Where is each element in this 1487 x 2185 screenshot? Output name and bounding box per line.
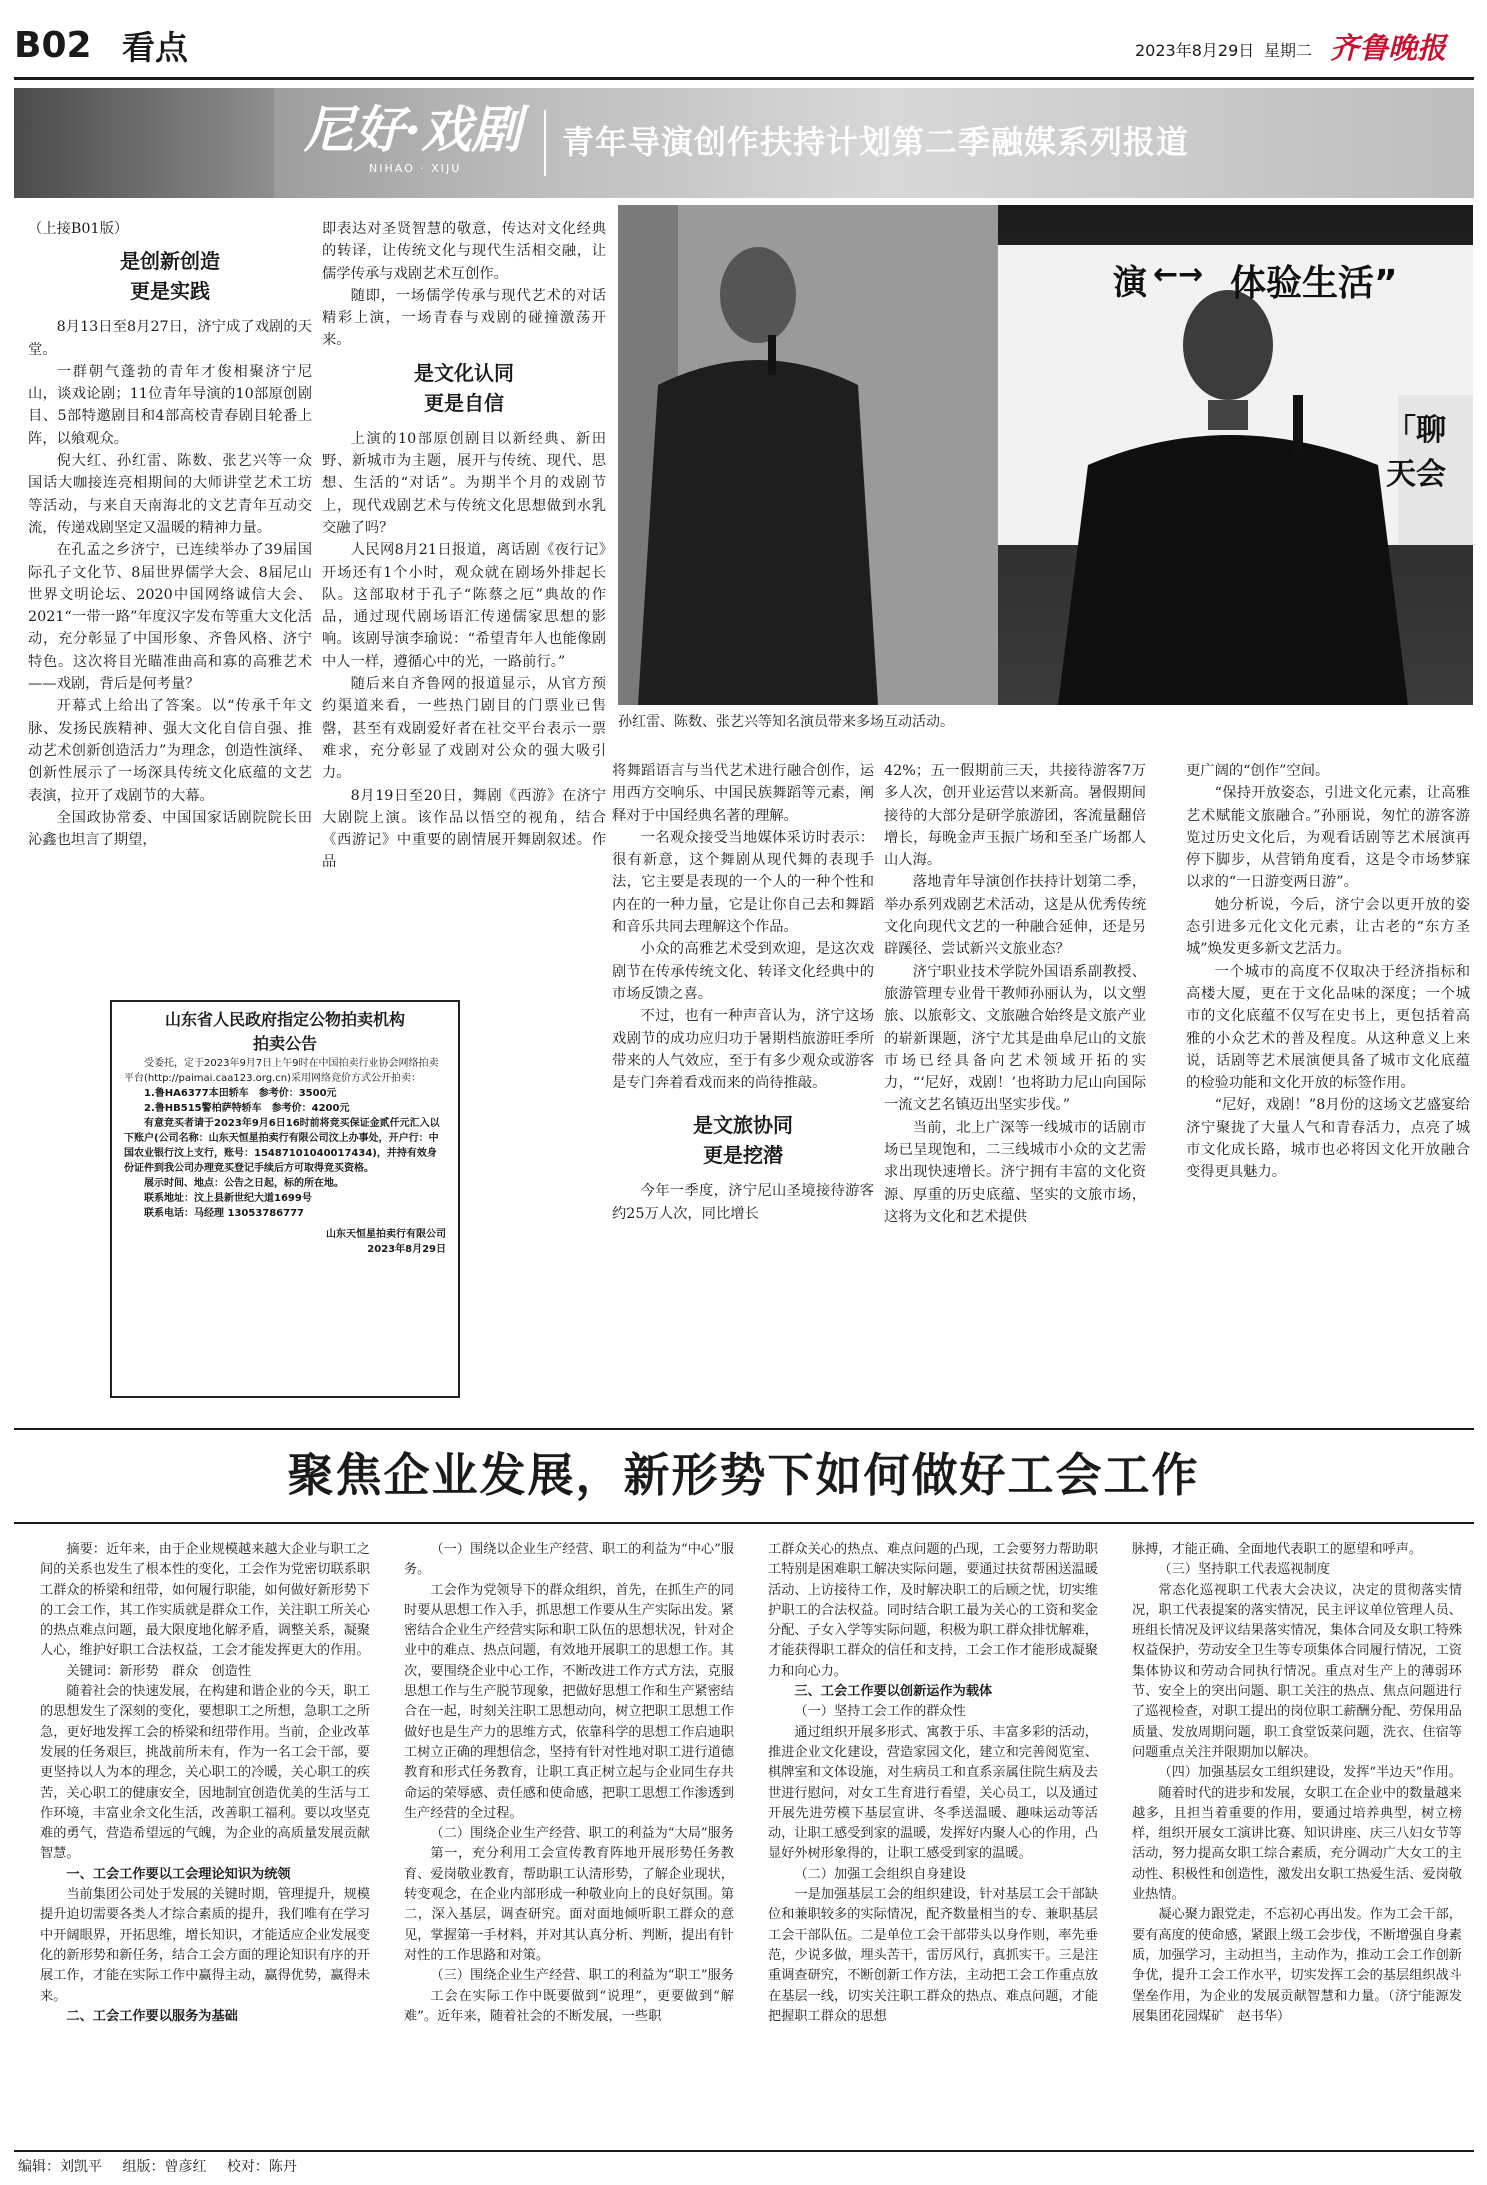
keywords: 关键词：新形势 群众 创造性 <box>66 1663 252 1679</box>
paragraph: 不过，也有一种声音认为，济宁这场戏剧节的成功应归功于暑期档旅游旺季所带来的人气效应，至于有多少观众或游客是专门奔着看戏而来的尚待推敲。 <box>612 1008 874 1092</box>
paragraph: 当前集团公司处于发展的关键时期，管理提升，规模提升迫切需要各类人才综合素质的提升，我们唯有在学习中开阔眼界，开拓思维，增长知识，才能适应企业发展变化的新形势和新任务，结合工会方面的理论知识有序的开展工作，才能在实际工作中赢得主动，赢得优势，赢得未来。 <box>40 1887 370 2004</box>
newspaper-logo: 齐鲁晚报 <box>1330 31 1447 65</box>
issue-weekday: 星期二 <box>1264 41 1313 60</box>
paragraph: 8月19日至20日，舞剧《西游》在济宁大剧院上演。该作品以悟空的视角，结合《西游记》中重要的剧情展开舞剧叙述。作品 <box>322 787 606 871</box>
notice-body: 有意竞买者请于2023年9月6日16时前将竞买保证金贰仟元汇入以下账户(公司名称：山东天恒星拍卖行有限公司汶上办事处，开户行：中国农业银行汶上支行，账号：15487101040017434)，并持有效身份证件到我公司办理竞买登记手续后方可取得竞买资格。 <box>124 1118 440 1174</box>
paragraph: 通过组织开展多形式、寓教于乐、丰富多彩的活动，推进企业文化建设，营造家园文化，建立和完善阅览室、棋牌室和文体设施，对生病员工和直系亲属住院生病及去世进行慰问，对女工生育进行看望，关心员工，以及通过开展先进劳模下基层宣讲、冬季送温暖、趣味运动等活动，让职工感受到家的温暖，发挥好内聚人心的作用，凸显好外树形象得的，让职工感受到家的温暖。 <box>768 1724 1098 1862</box>
paragraph: 她分析说，今后，济宁会以更开放的姿态引进多元化文化元素，让古老的“东方圣城”焕发更多新文艺活力。 <box>1186 896 1470 958</box>
banner-curtain <box>14 88 274 198</box>
paragraph: 即表达对圣贤智慧的敬意，传达对文化经典的转译，让传统文化与现代生活相交融，让儒学传承与戏剧艺术互创作。 <box>322 221 606 282</box>
footer-credits <box>18 2156 297 2178</box>
paragraph: 人民网8月21日报道，离话剧《夜行记》开场还有1个小时，观众就在剧场外排起长队。这部取材于孔子“陈蔡之厄”典故的作品，通过现代剧场语汇传递儒家思想的影响。该剧导演李瑜说：“希望青年人也能像剧中人一样，遵循心中的光，一路前行。” <box>322 542 606 670</box>
paragraph: 第一，充分利用工会宣传教育阵地开展形势任务教育、爱岗敬业教育，帮助职工认清形势，了解企业现状，转变观念，在企业内部形成一种敬业向上的良好氛围。第二，深入基层，调查研究。面对面地倾听职工群众的意见，掌握第一手材料，并对其认真分析、判断，提出有针对性的工作思路和对策。 <box>404 1846 734 1963</box>
header-rule <box>14 77 1474 80</box>
notice-org: 山东省人民政府指定公物拍卖机构 <box>164 1010 405 1029</box>
paragraph: 将舞蹈语言与当代艺术进行融合创作，运用西方交响乐、中国民族舞蹈等元素，阐释对于中国经典名著的理解。 <box>612 763 874 824</box>
paragraph: 倪大红、孙红雷、陈数、张艺兴等一众国话大咖接连亮相期间的大师讲堂艺术工坊等活动，与来自天南海北的文艺青年互动交流，传递戏剧坚定又温暖的精神力量。 <box>28 453 312 536</box>
title-rule <box>14 1522 1474 1524</box>
banner-brand-pinyin: NIHAO · XIJU <box>369 162 462 175</box>
paragraph: 随即，一场儒学传承与现代艺术的对话精彩上演，一场青春与戏剧的碰撞激荡开来。 <box>322 287 606 349</box>
subheading-2-line1: 是文化认同 <box>414 360 514 385</box>
footer-editor: 编辑：刘凯平 <box>18 2159 102 2175</box>
subheading-2-line2: 更是自信 <box>424 390 504 415</box>
paragraph: 工会作为党领导下的群众组织，首先，在抓生产的同时要从思想工作入手，抓思想工作要从生产实际出发。紧密结合企业生产经营实际和职工队伍的思想状况，针对企业中的难点、热点问题，有效地开展职工的思想工作。其次，要围绕企业中心工作，不断改进工作方式方法，克服思想工作与生产脱节现象，把做好思想工作和生产紧密结合在一起，时刻关注职工思想动向，树立把职工思想工作做好也是生产力的思维方式，依靠科学的思想工作启迪职工树立正确的理想信念，坚持有针对性地对职工进行道德教育和形式任务教育，让职工真正树立起与企业同生存共命运的荣辱感、责任感和使命感，把职工思想工作渗透到生产经营的全过程。 <box>404 1582 734 1821</box>
notice-item: 2.鲁HB515警柏萨特轿车 参考价：4200元 <box>144 1103 350 1114</box>
banner-divider <box>544 110 546 176</box>
issue-date: 2023年8月29日 <box>1135 41 1255 60</box>
notice-signer: 山东天恒星拍卖行有限公司 <box>326 1229 446 1240</box>
paragraph: 随着社会的快速发展，在构建和谐企业的今天，职工的思想发生了深刻的变化，要想职工之所想，急职工之所急，更好地发挥工会的桥梁和纽带作用。当前，企业改革发展的任务艰巨，挑战前所未有，作为一名工会干部，要更坚持以人为本的理念，关心职工的冷暖，关心职工的疾苦，关心职工的健康安全，因地制宜创造优美的生活与工作环境，丰富业余文化生活，改善职工福利。要以攻坚克难的勇气，营造希望远的气魄，为企业的高质量发展贡献智慧。 <box>40 1684 370 1862</box>
screen-arrow: ←→ <box>1153 257 1204 292</box>
subheading-1-line1: 是创新创造 <box>120 249 220 274</box>
paragraph: 今年一季度，济宁尼山圣境接待游客约25万人次，同比增长 <box>612 1183 874 1222</box>
abstract: 摘要：近年来，由于企业规模越来越大企业与职工之间的关系也发生了根本性的变化，工会作为党密切联系职工群众的桥梁和纽带，如何履行职能，如何做好新形势下的工会工作，其工作实质就是群众工作，关注职工所关心的热点难点问题，最大限度地化解矛盾，调整关系，凝聚人心，维护好职工合法权益，工会才能发挥更大的作用。 <box>40 1542 370 1659</box>
paragraph: 8月13日至8月27日，济宁成了戏剧的天堂。 <box>28 319 312 358</box>
paragraph: 全国政协常委、中国国家话剧院院长田沁鑫也坦言了期望， <box>28 809 312 849</box>
subsection-heading: （二）加强工会组织自身建设 <box>794 1866 966 1882</box>
paragraph: 一名观众接受当地媒体采访时表示：很有新意，这个舞剧从现代舞的表现手法，它主要是表现的一个人的一种个性和内在的一种力量，它是让你自己去和舞蹈和音乐共同去理解这个作品。 <box>612 829 874 936</box>
paragraph: 随后来自齐鲁网的报道显示，从官方预约渠道来看，一些热门剧目的门票业已售罄，甚至有戏剧爱好者在社交平台表示一票难求，充分彰显了戏剧对公众的强大吸引力。 <box>322 676 606 782</box>
article-col-3 <box>612 760 874 1420</box>
subheading-2 <box>322 358 606 418</box>
footer-proof: 校对：陈丹 <box>226 2159 297 2175</box>
article-col-2 <box>322 218 606 871</box>
subheading-1 <box>28 246 312 306</box>
article-col-4 <box>884 760 1146 1420</box>
notice-phone: 联系电话：马经理 13053786777 <box>144 1208 305 1219</box>
paragraph: 上演的10部原创剧目以新经典、新田野、新城市为主题，展开与传统、现代、思想、生活的“对话”。为期半个月的戏剧节上，现代戏剧艺术与传统文化思想做到水乳交融了吗？ <box>322 430 606 536</box>
paragraph: 济宁职业技术学院外国语系副教授、旅游管理专业骨干教师孙丽认为，以文塑旅、以旅彰文、文旅融合始终是文旅产业的崭新课题，济宁尤其是曲阜尼山的文旅市场已经具备向艺术领域开拓的实力，“‘尼好，戏剧！’也将助力尼山向国际一流文艺名镇迈出坚实步伐。” <box>884 963 1146 1114</box>
paragraph: 工会在实际工作中既要做到“说理”，更要做到“解难”。近年来，随着社会的不断发展，一些职 <box>404 1988 734 2024</box>
notice-address: 联系地址：汶上县新世纪大道1699号 <box>144 1193 312 1204</box>
subheading-3-line1: 是文旅协同 <box>693 1113 793 1138</box>
paragraph: 落地青年导演创作扶持计划第二季，举办系列戏剧艺术活动，这是从优秀传统文化向现代文艺的一种融合延伸，还是另辟蹊径、尝试新兴文旅业态？ <box>884 874 1146 958</box>
article2-title: 聚焦企业发展，新形势下如何做好工会工作 <box>287 1448 1200 1502</box>
subheading-3-line2: 更是挖潜 <box>703 1143 783 1168</box>
footer-rule <box>14 2150 1474 2152</box>
paragraph: 一个城市的高度不仅取决于经济指标和高楼大厦，更在于文化品味的深度；一个城市的文化底蕴不仅写在史书上，更包括着高雅的小众艺术的普及程度。从这种意义上来说，话剧等艺术展演便具备了城市文化底蕴的检验功能和文化开放的标签作用。 <box>1186 963 1470 1092</box>
article-col-5 <box>1186 760 1470 1420</box>
article2-col-3 <box>768 1540 1098 2130</box>
notice-date: 2023年8月29日 <box>367 1244 446 1255</box>
continued-from: （上接B01版） <box>28 221 129 237</box>
news-photo <box>618 205 1473 705</box>
photo-caption: 孙红雷、陈数、张艺兴等知名演员带来多场互动活动。 <box>618 714 954 730</box>
section-heading: 三、工会工作要以创新运作为载体 <box>794 1684 993 1700</box>
subsection-heading: （四）加强基层女工组织建设，发挥“半边天”作用。 <box>1158 1765 1462 1781</box>
footer-layout: 组版：曾彦红 <box>122 2159 207 2175</box>
notice-title: 拍卖公告 <box>252 1034 317 1053</box>
paragraph: “尼好，戏剧！”8月份的这场文艺盛宴给济宁聚拢了大量人气和青春活力，点亮了城市文化成长路，城市也必将因文化开放融合变得更具魅力。 <box>1186 1097 1470 1181</box>
paragraph: 在孔孟之乡济宁，已连续举办了39届国际孔子文化节、8届世界儒学大会、8届尼山世界文明论坛、2020中国网络诚信大会、2021“一带一路”年度汉字发布等重大文化活动，充分彰显了中国形象、齐鲁风格、济宁特色。这次将目光瞄准曲高和寡的高雅艺术——戏剧，背后是何考量？ <box>28 542 312 693</box>
screen-text-2: 体验生活” <box>1230 263 1398 304</box>
section-name: 看点 <box>122 28 188 67</box>
paragraph: 当前，北上广深等一线城市的话剧市场已呈现饱和，二三线城市小众的文艺需求出现快速增长。济宁拥有丰富的文化资源、厚重的历史底蕴、坚实的文旅市场，这将为文化和艺术提供 <box>884 1119 1146 1225</box>
section-heading: 二、工会工作要以服务为基础 <box>66 2008 238 2024</box>
paragraph: 开幕式上给出了答案。以“传承千年文脉、发扬民族精神、强大文化自信自强、推动艺术创新创造活力”为理念，创造性演绎、创新性展示了一场深具传统文化底蕴的文艺表演，拉开了戏剧节的大幕。 <box>28 698 312 804</box>
paragraph: 脉搏，才能正确、全面地代表职工的愿望和呼声。 <box>1132 1542 1423 1557</box>
notice-time: 展示时间、地点：公告之日起，标的所在地。 <box>144 1178 344 1189</box>
paragraph: 一是加强基层工会的组织建设，针对基层工会干部缺位和兼职较多的实际情况，配齐数量相当的专、兼职基层工会干部队伍。二是单位工会干部带头以身作则，率先垂范，少说多做，埋头苦干，雷厉风行，真抓实干。三是注重调查研究，不断创新工作方法，主动把工会工作重点放在基层一线，切实关注职工群众的热点、难点问题，才能把握职工群众的思想 <box>768 1887 1098 2024</box>
screen-text-1: 演 <box>1113 263 1147 303</box>
subheading-3 <box>612 1110 874 1170</box>
article-col-1 <box>28 218 312 978</box>
banner-title: 青年导演创作扶持计划第二季融媒系列报道 <box>562 123 1190 161</box>
paragraph: 常态化巡视职工代表大会决议，决定的贯彻落实情况，职工代表提案的落实情况，民主评议单位管理人员、班组长情况及评议结果落实情况，集体合同及女职工特殊权益保护，劳动安全卫生等专项集体合同履行情况，工资集体协议和劳动合同执行情况。重点对生产上的薄弱环节、安全上的突出问题、职工关注的热点、焦点问题进行了巡视检查，对职工提出的岗位职工薪酬分配、劳保用品质量、发放周期问题，职工食堂饭菜问题，洗衣、住宿等问题重点关注并限期加以解决。 <box>1132 1582 1462 1760</box>
subsection-heading: （三）围绕企业生产经营、职工的利益为“职工”服务 <box>430 1968 734 1984</box>
paragraph: 更广阔的“创作”空间。 <box>1186 763 1330 779</box>
section-rule <box>14 1428 1474 1430</box>
subsection-heading: （三）坚持职工代表巡视制度 <box>1158 1562 1330 1578</box>
paragraph: 随着时代的进步和发展，女职工在企业中的数量越来越多，且担当着重要的作用，要通过培养典型，树立榜样，组织开展女工演讲比赛、知识讲座、庆三八妇女节等活动，努力提高女职工综合素质，充分调动广大女工的主动性、积极性和创造性，激发出女职工热爱生活、爱岗敬业热情。 <box>1132 1785 1462 1903</box>
paragraph: 工群众关心的热点、难点问题的凸现，工会要努力帮助职工特别是困难职工解决实际问题，要通过扶贫帮困送温暖活动、上访接待工作，及时解决职工的后顾之忧，切实维护职工的合法权益。同时结合职工最为关心的工资和奖金分配、子女入学等实际问题，积极为职工群众排忧解难，才能获得职工群众的信任和支持，工会工作才能形成凝聚力和向心力。 <box>768 1542 1098 1679</box>
paragraph: 42%；五一假期前三天，共接待游客7万多人次，创开业运营以来新高。暑假期间接待的大部分是研学旅游团，客流量翻倍增长，每晚金声玉振广场和至圣广场都人山人海。 <box>884 763 1146 869</box>
screen-text-3: 「聊天会 <box>1386 413 1446 492</box>
paragraph: 小众的高雅艺术受到欢迎，是这次戏剧节在传承传统文化、转译文化经典中的市场反馈之喜。 <box>612 941 874 1002</box>
column-banner <box>14 88 1474 198</box>
banner-brand: 尼好·戏剧 <box>304 100 522 159</box>
notice-item: 1.鲁HA6377本田轿车 参考价：3500元 <box>144 1088 337 1099</box>
subsection-heading: （一）坚持工会工作的群众性 <box>794 1704 966 1720</box>
article2-col-2 <box>404 1540 734 2130</box>
page-code: B02 <box>14 25 92 66</box>
section-heading: 一、工会工作要以工会理论知识为统领 <box>66 1866 291 1882</box>
notice-body: 受委托，定于2023年9月7日上午9时在中国拍卖行业协会网络拍卖平台(http://paimai.caa123.org.cn)采用网络竞价方式公开拍卖： <box>124 1058 439 1084</box>
auction-notice <box>110 1000 460 1398</box>
subsection-heading: （二）围绕企业生产经营、职工的利益为“大局”服务 <box>430 1826 734 1842</box>
article2-col-1 <box>40 1540 370 2130</box>
paragraph: “保持开放姿态，引进文化元素，让高雅艺术赋能文旅融合。”孙丽说，匆忙的游客游览过历史文化后，为观看话剧等艺术展演再停下脚步，从营销角度看，这是令市场梦寐以求的“一日游变两日游”。 <box>1186 785 1470 891</box>
subsection-heading: （一）围绕以企业生产经营、职工的利益为“中心”服务。 <box>404 1542 734 1578</box>
paragraph: 一群朝气蓬勃的青年才俊相聚济宁尼山，谈戏论剧；11位青年导演的10部原创剧目、5部特邀剧目和4部高校青春剧目轮番上阵，以飨观众。 <box>28 363 312 447</box>
paragraph: 凝心聚力跟党走，不忘初心再出发。作为工会干部，要有高度的使命感，紧跟上级工会步伐，不断增强自身素质，加强学习，主动担当，主动作为，推动工会工作创新争优，提升工会工作水平，切实发挥工会的基层组织战斗堡垒作用，为企业的发展贡献智慧和力量。（济宁能源发展集团花园煤矿 赵书华） <box>1132 1907 1462 2024</box>
article2-col-4 <box>1132 1540 1462 2130</box>
subheading-1-line2: 更是实践 <box>130 279 210 304</box>
